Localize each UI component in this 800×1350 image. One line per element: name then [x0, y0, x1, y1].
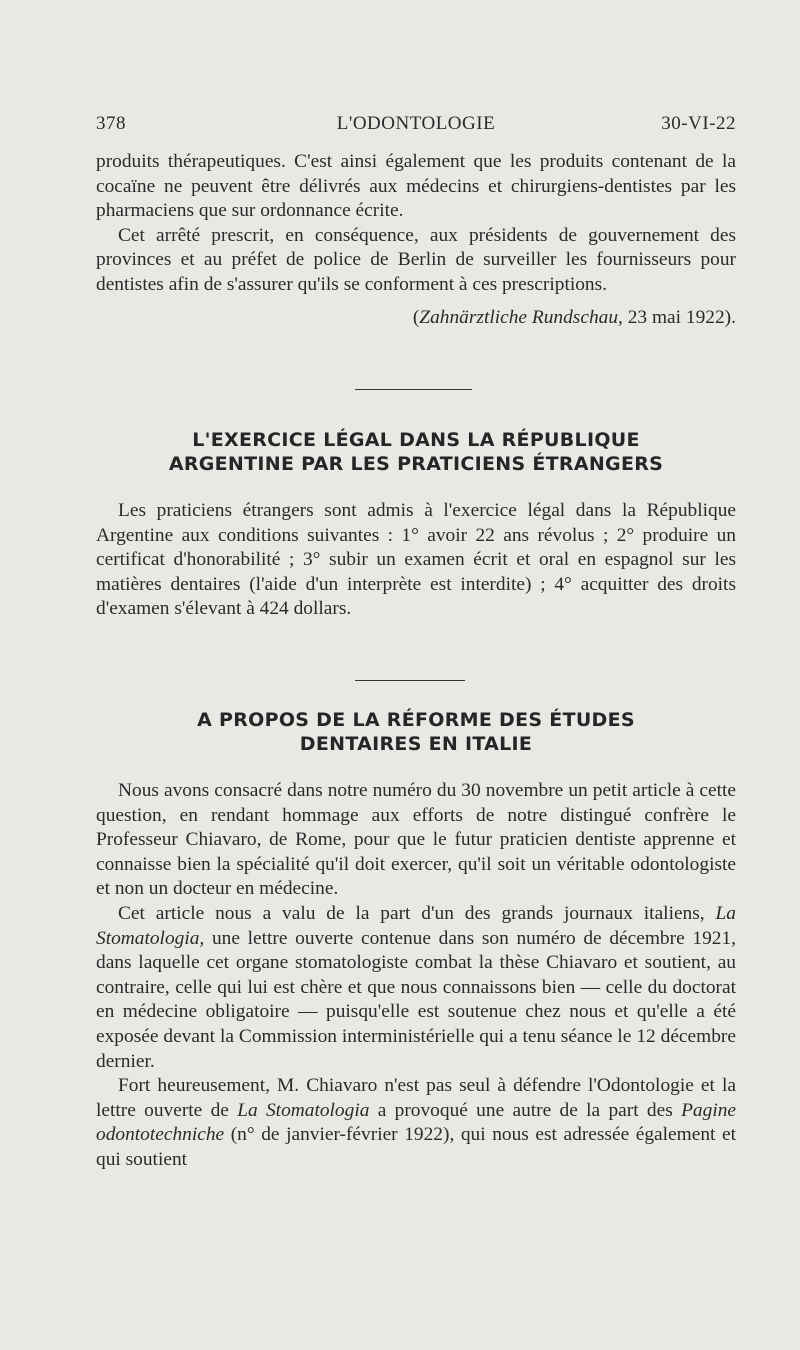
- issue-date: 30-VI-22: [661, 113, 736, 134]
- page-number: 378: [96, 113, 126, 134]
- section-continuation: [96, 150, 736, 330]
- text-run: Cet article nous a valu de la part d'un des grands journaux italiens,: [118, 902, 716, 924]
- journal-title: L'ODONTOLOGIE: [336, 113, 496, 134]
- section-divider: [355, 680, 465, 681]
- section-title-line: A PROPOS DE LA RÉFORME DES ÉTUDES: [197, 709, 635, 731]
- journal-name: Pagine odontotechniche: [96, 1099, 737, 1146]
- journal-name: La Stomatologia: [237, 1099, 370, 1121]
- section-title: [96, 428, 736, 476]
- source-journal: Zahnärztliche Rundschau,: [419, 306, 623, 328]
- section-argentina: [96, 428, 736, 622]
- paragraph: [96, 1074, 736, 1172]
- paragraph: produits thérapeutiques. C'est ainsi également que les produits contenant de la cocaïne ne peuvent être délivrés aux médecins et chirurgiens-dentistes par les pharmaciens que sur ordonnance écrite.: [96, 151, 736, 222]
- text-run: une lettre ouverte contenue dans son numéro de décembre 1921, dans laquelle cet organe stomatologiste combat la thèse Chiavaro et soutient, au contraire, celle qui lui est chère et que nous connaissons bien — celle du doctorat en médecine obligatoire — puisqu'elle est soutenue chez nous et qu'elle a été exposée devant la Commission interministérielle qui a tenu séance le 12 décembre dernier.: [96, 927, 736, 1072]
- section-italy: [96, 708, 736, 1173]
- section-title-line: ARGENTINE PAR LES PRATICIENS ÉTRANGERS: [168, 453, 664, 475]
- running-header: [96, 113, 736, 143]
- source-date: 23 mai 1922).: [622, 306, 736, 328]
- text-run: Fort heureusement, M. Chiavaro n'est pas seul à défendre l'Odontologie et la lettre ouverte de: [96, 1075, 736, 1121]
- paragraph: Cet arrêté prescrit, en conséquence, aux présidents de gouvernement des provinces et au préfet de police de Berlin de surveiller les fournisseurs pour dentistes afin de s'assurer qu'ils se conforment à ces prescriptions.: [96, 224, 736, 295]
- text-run: (n° de janvier-février 1922), qui nous est adressée également et qui soutient: [96, 1124, 736, 1170]
- source-citation: (Zahnärztliche Rundschau, 23 mai 1922).: [412, 306, 736, 328]
- section-title: [96, 708, 736, 756]
- section-title-line: L'EXERCICE LÉGAL DANS LA RÉPUBLIQUE: [192, 429, 640, 451]
- paragraph: Nous avons consacré dans notre numéro du 30 novembre un petit article à cette question, en rendant hommage aux efforts de notre distingué confrère le Professeur Chiavaro, de Rome, pour que le futur praticien dentiste apprenne et connaisse bien la spécialité qu'il doit exercer, qu'il soit un véritable odontologiste et non un docteur en médecine.: [96, 780, 736, 900]
- section-divider: [355, 389, 472, 390]
- text-run: a provoqué une autre de la part des: [369, 1099, 682, 1121]
- paragraph: Les praticiens étrangers sont admis à l'exercice légal dans la République Argentine aux conditions suivantes : 1° avoir 22 ans révolus ; 2° produire un certificat d'honorabilité ; 3° subir un examen écrit et oral en espagnol sur les matières dentaires (l'aide d'un interprète est interdite) ; 4° acquitter des droits d'examen s'élevant à 424 dollars.: [96, 500, 736, 620]
- section-title-line: DENTAIRES EN ITALIE: [299, 733, 533, 755]
- paragraph: [96, 902, 736, 1074]
- journal-name: La Stomatologia,: [96, 902, 736, 949]
